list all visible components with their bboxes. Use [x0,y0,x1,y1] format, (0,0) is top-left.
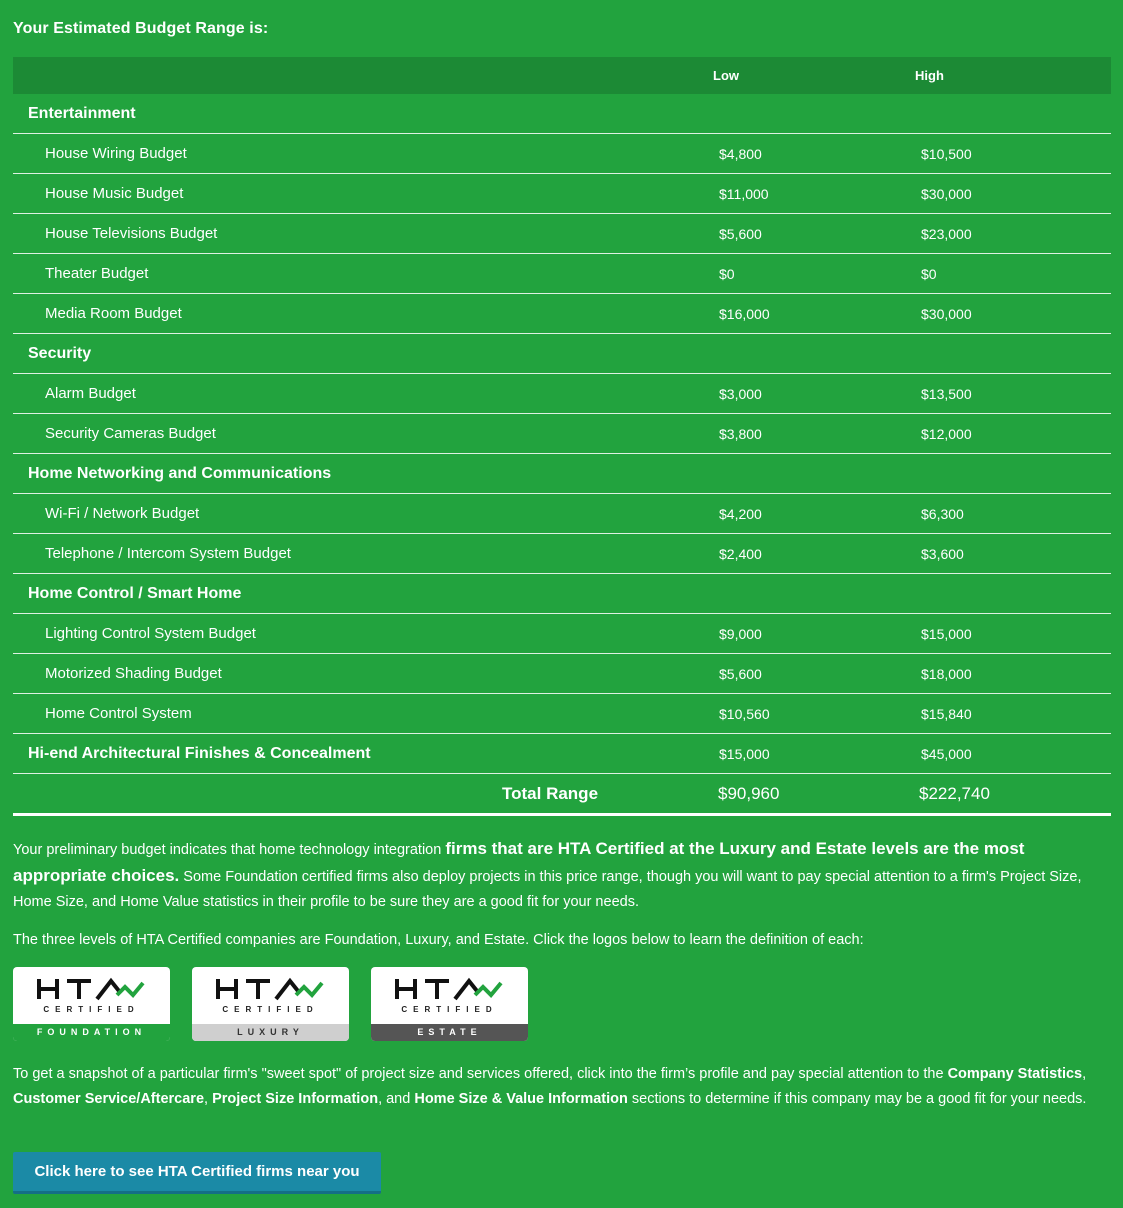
low-value: $2,400 [719,546,762,562]
low-value: $4,800 [719,146,762,162]
hta-wordmark-icon [395,977,505,1001]
budget-item-label: House Wiring Budget [45,145,187,162]
total-range-row [13,774,1111,816]
low-value: $15,000 [719,746,770,762]
high-value: $0 [921,266,937,282]
total-low-value: $90,960 [718,784,780,803]
budget-row [13,534,1111,574]
hta-logo-foundation[interactable] [13,967,170,1041]
high-value: $30,000 [921,306,972,322]
budget-row [13,654,1111,694]
budget-item-label: House Music Budget [45,185,184,202]
category-row [13,454,1111,494]
separator: , [1082,1066,1087,1082]
snapshot-bold-project-size: Project Size Information [212,1091,379,1107]
high-value: $30,000 [921,186,972,202]
category-row [13,94,1111,134]
recommendation-paragraph [13,836,1103,915]
hta-logo-estate[interactable] [371,967,528,1041]
level-band: LUXURY [192,1024,349,1041]
certified-label: CERTIFIED [222,1005,319,1014]
low-value: $5,600 [719,666,762,682]
budget-item-label: Alarm Budget [45,385,136,402]
low-value: $9,000 [719,626,762,642]
high-value: $23,000 [921,226,972,242]
high-value: $45,000 [921,746,972,762]
budget-item-label: Motorized Shading Budget [45,665,222,682]
low-value: $5,600 [719,226,762,242]
category-label: Security [28,345,92,362]
budget-item-label: Wi-Fi / Network Budget [45,505,200,522]
low-value: $10,560 [719,706,770,722]
budget-row [13,294,1111,334]
hta-wordmark-icon [37,977,147,1001]
snapshot-bold-company-statistics: Company Statistics [947,1066,1083,1082]
separator: , and [378,1091,415,1107]
budget-item-label: House Televisions Budget [45,225,218,242]
certified-label: CERTIFIED [401,1005,498,1014]
category-label: Home Control / Smart Home [28,585,242,602]
high-value: $6,300 [921,506,964,522]
snapshot-bold-customer-service: Customer Service/Aftercare [13,1091,205,1107]
column-low-header: Low [713,68,739,83]
budget-table-body [13,94,1111,774]
snapshot-text-end: sections to determine if this company may be a good fit for your needs. [627,1091,1087,1107]
budget-item-label: Security Cameras Budget [45,425,216,442]
high-value: $12,000 [921,426,972,442]
category-row [13,334,1111,374]
column-high-header: High [915,68,944,83]
category-row [13,734,1111,774]
low-value: $16,000 [719,306,770,322]
low-value: $11,000 [719,186,769,202]
budget-item-label: Lighting Control System Budget [45,625,256,642]
category-row [13,574,1111,614]
high-value: $3,600 [921,546,964,562]
high-value: $15,000 [921,626,972,642]
budget-item-label: Home Control System [45,705,192,722]
budget-row [13,254,1111,294]
budget-row [13,374,1111,414]
level-band: ESTATE [371,1024,528,1041]
category-label: Home Networking and Communications [28,465,332,482]
category-label: Hi-end Architectural Finishes & Concealment [28,745,371,762]
budget-row [13,614,1111,654]
low-value: $4,200 [719,506,762,522]
budget-table-header [13,57,1111,94]
snapshot-paragraph [13,1062,1103,1112]
recommendation-note: Some Foundation certified firms also deploy projects in this price range, though you will want to pay special attention to a firm's Project Size, Home Size, and Home Value statistics in their profile to be sure they are a good fit for your needs. [13,869,1082,910]
budget-row [13,694,1111,734]
category-label: Entertainment [28,105,136,122]
snapshot-text: To get a snapshot of a particular firm's "sweet spot" of project size and services offered, click into the firm’s profile and pay special attention to the [13,1066,948,1082]
budget-row [13,494,1111,534]
recommendation-highlight: firms that are HTA Certified at the Luxury and Estate levels are the most appropriate choices. [13,839,1025,885]
budget-row [13,414,1111,454]
low-value: $0 [719,266,735,282]
budget-row [13,134,1111,174]
budget-row [13,214,1111,254]
page-title: Your Estimated Budget Range is: [13,20,269,37]
low-value: $3,000 [719,386,762,402]
level-band: FOUNDATION [13,1024,170,1041]
high-value: $10,500 [921,146,972,162]
snapshot-bold-home-size: Home Size & Value Information [414,1091,628,1107]
find-certified-firms-button[interactable]: Click here to see HTA Certified firms near you [13,1152,381,1194]
high-value: $15,840 [921,706,972,722]
total-range-label: Total Range [502,784,599,803]
budget-item-label: Theater Budget [45,265,149,282]
high-value: $13,500 [921,386,972,402]
low-value: $3,800 [719,426,762,442]
budget-item-label: Telephone / Intercom System Budget [45,545,291,562]
total-high-value: $222,740 [919,784,990,803]
high-value: $18,000 [921,666,972,682]
budget-row [13,174,1111,214]
recommendation-text: Your preliminary budget indicates that home technology integration [13,842,446,858]
hta-logo-luxury[interactable] [192,967,349,1041]
hta-wordmark-icon [216,977,326,1001]
certified-label: CERTIFIED [43,1005,140,1014]
levels-paragraph: The three levels of HTA Certified companies are Foundation, Luxury, and Estate. Click the logos below to learn the definition of each: [13,932,864,948]
budget-item-label: Media Room Budget [45,305,182,322]
separator: , [204,1091,213,1107]
